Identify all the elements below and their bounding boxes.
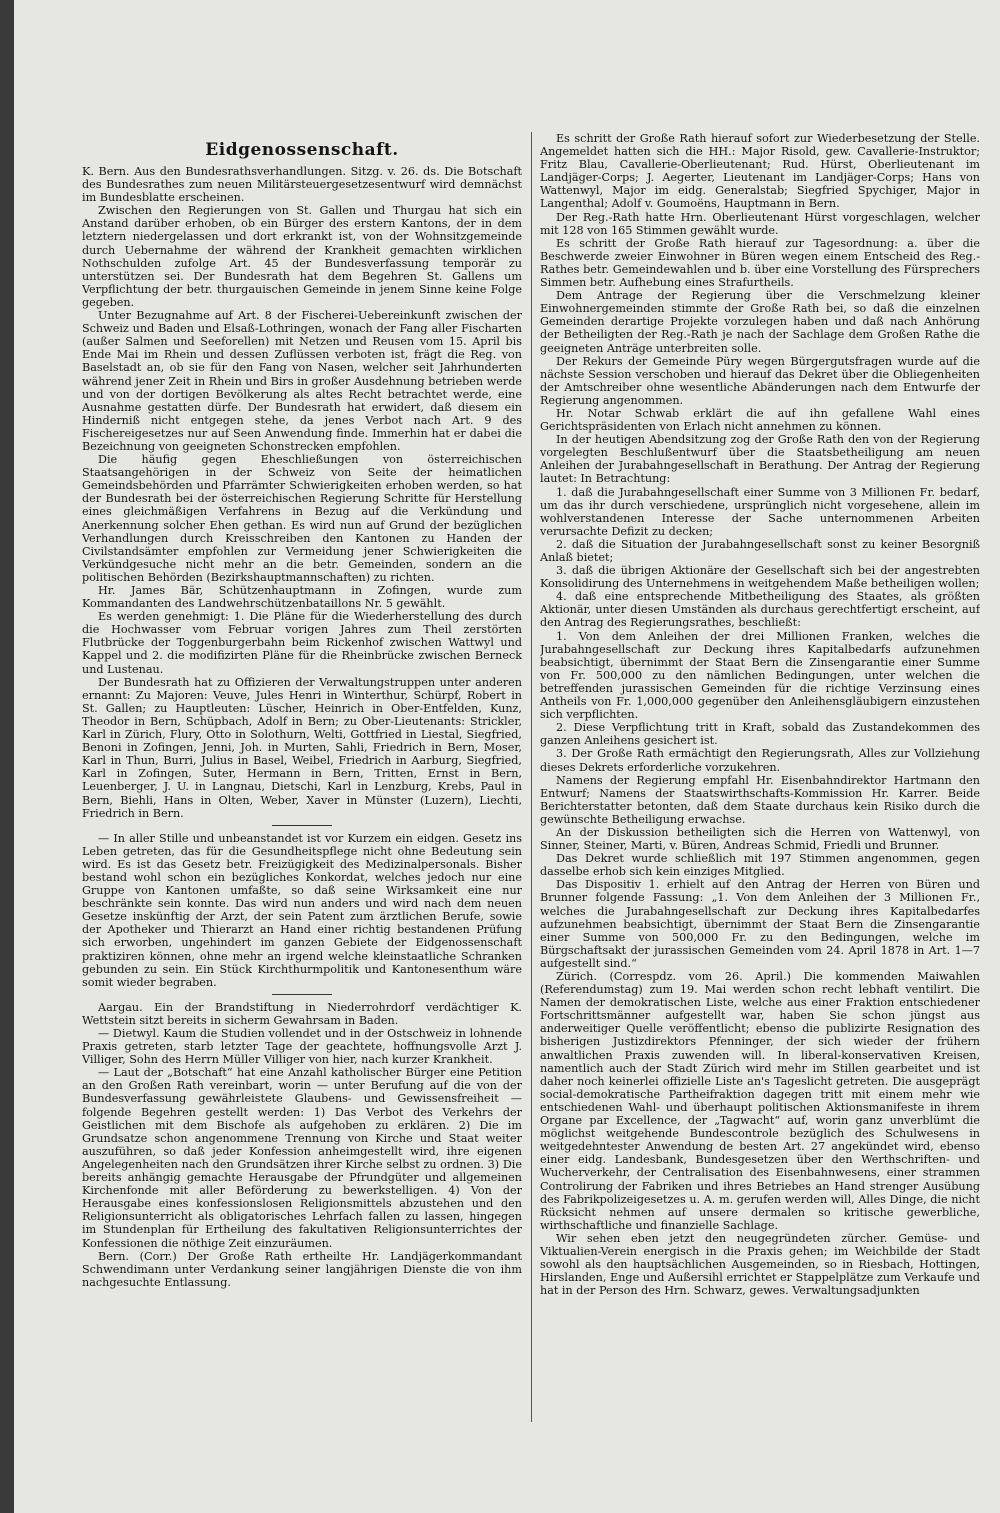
paragraph: Zürich. (Correspdz. vom 26. April.) Die kommenden Maiwahlen (Referendumstag) zum 19. Mai werden schon recht lebhaft ventilirt. Die Namen der demokratischen Liste, welche aus einer Fraktion entschiedener Fortschrittsmänner aufgestellt war, haben Sie schon jüngst aus anderweitiger Quelle veröffentlicht; ebenso die publizirte Resignation des bisherigen Justizdirektors Pfenninger, der sich wieder der frühern anwaltlichen Praxis zuwenden will. In liberal-konservativen Kreisen, namentlich auch der Stadt Zürich wird mehr im Stillen gearbeitet und ist daher noch keinerlei offizielle Liste an's Tageslicht getreten. Die ausgeprägt social-demokratische Partheifraktion dagegen tritt mit einem mehr wie entschiedenen Wahl- und überhaupt politischen Aktionsmanifeste in ihrem Organe par Excellence, der „Tagwacht“ auf, worin ganz unverblümt die möglichst weitgehende Bundescontrole bezüglich des Schulwesens in weitgedehntester Anwendung de besten Art. 27 angekündet wird, ebenso einer eidg. Landesbank, Bundesgesetzen über den Werthschriften- und Wucherverkehr, der Centralisation des Eisenbahnwesens, einer strammen Controlirung der Fabriken und ihres Betriebes an Hand strenger Ausübung des Fabrikpolizeigesetzes u. A. m. gerufen werden will, Alles Dinge, die nicht Rücksicht nehmen auf unsere dermalen so kritische gewerbliche, wirthschaftliche und finanzielle Sachlage. [540, 970, 980, 1232]
paragraph: In der heutigen Abendsitzung zog der Große Rath den von der Regierung vorgelegten Beschlußentwurf über die Staatsbetheiligung am neuen Anleihen der Jurabahngesellschaft in Berathung. Der Antrag der Regierung lautet: In Betrachtung: [540, 433, 980, 486]
paragraph: Es schritt der Große Rath hierauf sofort zur Wiederbesetzung der Stelle. Angemeldet hatten sich die HH.: Major Risold, gew. Cavallerie-Instruktor; Fritz Blau, Cavallerie-Oberlieutenant; Rud. Hürst, Oberlieutenant im Landjäger-Corps; J. Aegerter, Lieutenant im Landjäger-Corps; Hans von Wattenwyl, Major im eidg. Generalstab; Siegfried Spychiger, Major in Langenthal; Adolf v. Goumoëns, Hauptmann in Bern. [540, 132, 980, 211]
paragraph: Dem Antrage der Regierung über die Verschmelzung kleiner Einwohnergemeinden stimmte der Große Rath bei, so daß die einzelnen Gemeinden derartige Projekte vorzulegen haben und daß nach Anhörung der Betheiligten der Reg.-Rath je nach der Sachlage dem Großen Rathe die geeigneten Anträge unterbreiten solle. [540, 289, 980, 355]
section-rule [272, 994, 332, 995]
paragraph: Das Dispositiv 1. erhielt auf den Antrag der Herren von Büren und Brunner folgende Fassung: „1. Von dem Anleihen der 3 Millionen Fr., welches die Jurabahngesellschaft zur Deckung ihres Kapitalbedarfes aufzunehmen beabsichtigt, übernimmt der Staat Bern die Zinsengarantie einer Summe von 500,000 Fr. zu den Bedingungen, welche im Bürgschaftsakt der jurassischen Gemeinden vom 24. April 1878 in Art. 1—7 aufgestellt sind.“ [540, 878, 980, 970]
left-column [82, 140, 522, 1470]
paragraph: Zwischen den Regierungen von St. Gallen und Thurgau hat sich ein Anstand darüber erhoben, ob ein Bürger des erstern Kantons, der in dem letztern niedergelassen und dort erkrankt ist, von der Wohnsitzgemeinde durch Uebernahme der während der Krankheit gemachten wirklichen Nothschulden zufolge Art. 45 der Bundesverfassung temporär zu unterstützen sei. Der Bundesrath hat dem Begehren St. Gallens um Verpflichtung der betr. thurgauischen Gemeinde in jenem Sinne keine Folge gegeben. [82, 204, 522, 309]
paragraph: Der Rekurs der Gemeinde Püry wegen Bürgergutsfragen wurde auf die nächste Session verschoben und hierauf das Dekret über die Obliegenheiten der Amtschreiber ohne wesentliche Abänderungen nach dem Entwurfe der Regierung angenommen. [540, 354, 980, 407]
right-column [540, 132, 980, 1472]
section-rule [272, 825, 332, 826]
paragraph: K. Bern. Aus den Bundesrathsverhandlungen. Sitzg. v. 26. ds. Die Botschaft des Bundesrathes zum neuen Militärsteuergesetzesentwurf wird demnächst im Bundesblatte erscheinen. [82, 165, 522, 205]
paragraph: Aargau. Ein der Brandstiftung in Niederrohrdorf verdächtiger K. Wettstein sitzt bereits in sicherm Gewahrsam in Baden. [82, 1000, 522, 1027]
paragraph: Der Reg.-Rath hatte Hrn. Oberlieutenant Hürst vorgeschlagen, welcher mit 128 von 165 Stimmen gewählt wurde. [540, 210, 980, 237]
section-title: Eidgenossenschaft. [205, 140, 399, 160]
paragraph: 1. Von dem Anleihen der drei Millionen Franken, welches die Jurabahngesellschaft zur Deckung ihres Kapitalbedarfs aufzunehmen beabsichtigt, übernimmt der Staat Bern die Zinsengarantie einer Summe von Fr. 500,000 zu den nämlichen Bedingungen, unter welchen die betreffenden jurassischen Gemeinden für die richtige Verzinsung eines Antheils von Fr. 1,000,000 gegenüber den Anleihensgläubigern einzustehen sich verpflichten. [540, 629, 980, 722]
paragraph: — Dietwyl. Kaum die Studien vollendet und in der Ostschweiz in lohnende Praxis getreten, starb letzter Tage der geachtete, hoffnungsvolle Arzt J. Villiger, Sohn des Herrn Müller Villiger von hier, nach kurzer Krankheit. [82, 1027, 522, 1067]
paragraph: Der Bundesrath hat zu Offizieren der Verwaltungstruppen unter anderen ernannt: Zu Majoren: Veuve, Jules Henri in Winterthur, Schürpf, Robert in St. Gallen; zu Hauptleuten: Lüscher, Heinrich in Ober-Entfelden, Kunz, Theodor in Bern, Schüpbach, Adolf in Bern; zu Ober-Lieutenants: Strickler, Karl in Zürich, Flury, Otto in Solothurn, Welti, Gottfried in Liestal, Siegfried, Benoni in Zofingen, Jenni, Joh. in Murten, Sahli, Friedrich in Bern, Moser, Karl in Thun, Burri, Julius in Basel, Weibel, Friedrich in Aarburg, Siegfried, Karl in Zofingen, Suter, Hermann in Bern, Tritten, Ernst in Bern, Leuenberger, J. U. in Langnau, Dietschi, Karl in Lenzburg, Krebs, Paul in Bern, Biehli, Hans in Olten, Weber, Xaver in Münster (Luzern), Liechti, Friedrich in Bern. [82, 675, 522, 820]
paragraph: 1. daß die Jurabahngesellschaft einer Summe von 3 Millionen Fr. bedarf, um das ihr durch verschiedene, ursprünglich nicht vorgesehene, allein im wohlverstandenen Interesse der Sache unternommenen Arbeiten verursachte Defizit zu decken; [540, 485, 980, 538]
paragraph: Bern. (Corr.) Der Große Rath ertheilte Hr. Landjägerkommandant Schwendimann unter Verdankung seiner langjährigen Dienste die von ihm nachgesuchte Entlassung. [82, 1249, 522, 1289]
paragraph: — In aller Stille und unbeanstandet ist vor Kurzem ein eidgen. Gesetz ins Leben getreten, das für die Gesundheitspflege nicht ohne Bedeutung sein wird. Es ist das Gesetz betr. Freizügigkeit des Medizinalpersonals. Bisher bestand wohl schon ein bezügliches Konkordat, welches jedoch nur eine Gruppe von Kantonen umfaßte, so daß seine Wirksamkeit eine nur beschränkte sein konnte. Das wird nun anders und wird nach dem neuen Gesetze inskünftig der Arzt, der sein Patent zum ärztlichen Berufe, sowie der Apotheker und Thierarzt an Hand einer richtig bestandenen Prüfung sich erworben, ungehindert im ganzen Gebiete der Eidgenossenschaft praktiziren können, ohne mehr an irgend welche kleinstaatliche Schranken gebunden zu sein. Ein Stück Kirchthurmpolitik und Kantonesenthum wäre somit wieder begraben. [82, 831, 522, 989]
paragraph: 2. daß die Situation der Jurabahngesellschaft sonst zu keiner Besorgniß Anlaß bietet; [540, 537, 980, 564]
paragraph: Wir sehen eben jetzt den neugegründeten zürcher. Gemüse- und Viktualien-Verein energisch in die Praxis gehen; im Weichbilde der Stadt sowohl als den hauptsächlichen Ausgemeinden, so in Riesbach, Hottingen, Hirslanden, Enge und Außersihl errichtet er Stappelplätze zum Verkaufe und hat in der Person des Hrn. Schwarz, gewes. Verwaltungsadjunkten [540, 1231, 980, 1298]
column-divider [531, 132, 532, 1422]
paragraph: Hr. Notar Schwab erklärt die auf ihn gefallene Wahl eines Gerichtspräsidenten von Erlach nicht annehmen zu können. [540, 406, 980, 434]
paragraph: Namens der Regierung empfahl Hr. Eisenbahndirektor Hartmann den Entwurf; Namens der Staatswirthschafts-Kommission Hr. Karrer. Beide Berichterstatter betonten, daß dem Staate durchaus kein Risiko durch die gewünschte Betheiligung erwachse. [540, 773, 980, 826]
paragraph: Es schritt der Große Rath hierauf zur Tagesordnung: a. über die Beschwerde zweier Einwohner in Büren wegen einem Entscheid des Reg.-Rathes betr. Gemeindewahlen und b. über eine Vorstellung des Fürsprechers Simmen betr. Aufhebung eines Strafurtheils. [540, 236, 980, 290]
paragraph: 4. daß eine entsprechende Mitbetheiligung des Staates, als größten Aktionär, unter diesen Umständen als durchaus gerechtfertigt erscheint, auf den Antrag des Regierungsrathes, beschließt: [540, 590, 980, 630]
paragraph: Unter Bezugnahme auf Art. 8 der Fischerei-Uebereinkunft zwischen der Schweiz und Baden und Elsaß-Lothringen, wonach der Fang aller Fischarten (außer Salmen und Seeforellen) mit Netzen und Reusen vom 15. April bis Ende Mai im Rhein und dessen Zuflüssen verboten ist, frägt die Reg. von Baselstadt an, ob sie für den Fang von Nasen, welcher seit Jahrhunderten während jener Zeit in Rhein und Birs in großer Ausdehnung betrieben werde und von der dortigen Bevölkerung als altes Recht betrachtet werde, eine Ausnahme gestatten dürfe. Der Bundesrath hat erwidert, daß diesem ein Hinderniß nicht entgegen stehe, da jenes Verbot nach Art. 9 des Fischereigesetzes nur auf Seen Anwendung finde. Immerhin hat er dabei die Bezeichnung von geeigneten Schonstrecken empfohlen. [82, 309, 522, 453]
paragraph: 2. Diese Verpflichtung tritt in Kraft, sobald das Zustandekommen des ganzen Anleihens gesichert ist. [540, 721, 980, 748]
paragraph: — Laut der „Botschaft“ hat eine Anzahl katholischer Bürger eine Petition an den Großen Rath vereinbart, worin — unter Berufung auf die von der Bundesverfassung gewährleistete Glaubens- und Gewissensfreiheit — folgende Begehren gestellt werden: 1) Das Verbot des Verkehrs der Geistlichen mit dem Bischofe als aufgehoben zu erklären. 2) Die im Grundsatze schon angenommene Trennung von Kirche und Staat weiter auszuführen, so daß jeder Konfession anheimgestellt wird, ihre eigenen Angelegenheiten nach den Grundsätzen ihrer Kirche selbst zu ordnen. 3) Die bereits anhängig gemachte Herausgabe der Pfrundgüter und allgemeinen Kirchenfonde mit aller Beförderung zu bewerkstelligen. 4) Von der Herausgabe eines konfessionslosen Religionsmittels abzustehen und den Religionsunterricht als obligatorisches Lehrfach fallen zu lassen, hingegen im Stundenplan für Ertheilung des fakultativen Religionsunterrichtes der Konfessionen die nöthige Zeit einzuräumen. [82, 1066, 522, 1250]
paragraph: 3. daß die übrigen Aktionäre der Gesellschaft sich bei der angestrebten Konsolidirung des Unternehmens in weitgehendem Maße betheiligen wollen; [540, 564, 980, 591]
paragraph: Das Dekret wurde schließlich mit 197 Stimmen angenommen, gegen dasselbe erhob sich kein einziges Mitglied. [540, 852, 980, 879]
paragraph: An der Diskussion betheiligten sich die Herren von Wattenwyl, von Sinner, Steiner, Marti, v. Büren, Andreas Schmid, Friedli und Brunner. [540, 825, 980, 853]
paragraph: Hr. James Bär, Schützenhauptmann in Zofingen, wurde zum Kommandanten des Landwehrschützenbataillons Nr. 5 gewählt. [82, 584, 522, 611]
paragraph: Es werden genehmigt: 1. Die Pläne für die Wiederherstellung des durch die Hochwasser vom Februar vorigen Jahres zum Theil zerstörten Flutbrücke der Toggenburgerbahn beim Rickenhof zwischen Wattwyl und Kappel und 2. die modifizirten Pläne für die Rheinbrücke zwischen Berneck und Lustenau. [82, 610, 522, 676]
paragraph: 3. Der Große Rath ermächtigt den Regierungsrath, Alles zur Vollziehung dieses Dekrets erforderliche vorzukehren. [540, 747, 980, 774]
paragraph: Die häufig gegen Eheschließungen von österreichischen Staatsangehörigen in der Schweiz von Seite der heimatlichen Gemeindsbehörden und Pfarrämter Schwierigkeiten erhoben werden, so hat der Bundesrath bei der österreichischen Regierung Schritte für Herstellung eines gleichmäßigen Verfahrens in Bezug auf die Verkündung und Anerkennung solcher Ehen gethan. Es wird nun auf Grund der bezüglichen Verhandlungen durch Kreisschreiben den Kantonen zu Handen der Civilstandsämter empfohlen zur Vermeidung jener Schwierigkeiten die Verkündgesuche nicht mehr an die betr. Gemeinden, sondern an die politischen Behörden (Bezirkshauptmannschaften) zu richten. [82, 453, 522, 584]
